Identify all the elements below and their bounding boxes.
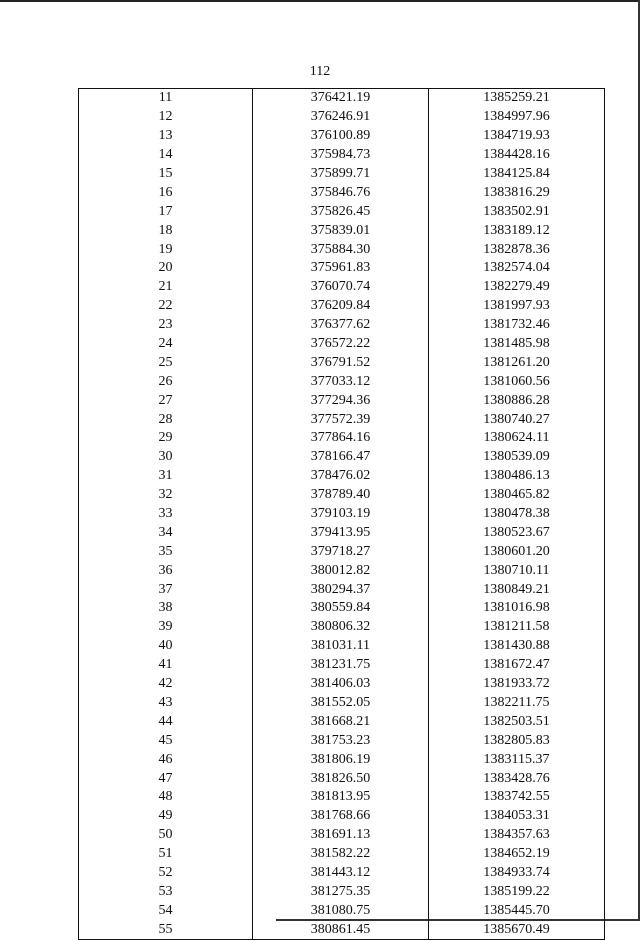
point-number-cell: 12 bbox=[79, 108, 253, 127]
y-coordinate-cell: 1380740.27 bbox=[429, 410, 605, 429]
y-coordinate-cell: 1381016.98 bbox=[429, 599, 605, 618]
table-row bbox=[79, 788, 605, 807]
y-coordinate-cell: 1383189.12 bbox=[429, 221, 605, 240]
y-coordinate-cell: 1383816.29 bbox=[429, 183, 605, 202]
point-number-cell: 55 bbox=[79, 920, 253, 939]
x-coordinate-cell: 379718.27 bbox=[253, 542, 429, 561]
x-coordinate-cell: 381582.22 bbox=[253, 845, 429, 864]
y-coordinate-cell: 1380465.82 bbox=[429, 486, 605, 505]
y-coordinate-cell: 1383115.37 bbox=[429, 750, 605, 769]
point-number-cell: 17 bbox=[79, 202, 253, 221]
point-number-cell: 14 bbox=[79, 146, 253, 165]
point-number-cell: 22 bbox=[79, 297, 253, 316]
point-number-cell: 11 bbox=[79, 89, 253, 108]
y-coordinate-cell: 1381485.98 bbox=[429, 335, 605, 354]
point-number-cell: 33 bbox=[79, 505, 253, 524]
table-row bbox=[79, 712, 605, 731]
x-coordinate-cell: 376209.84 bbox=[253, 297, 429, 316]
point-number-cell: 23 bbox=[79, 316, 253, 335]
y-coordinate-cell: 1382211.75 bbox=[429, 694, 605, 713]
x-coordinate-cell: 377294.36 bbox=[253, 391, 429, 410]
table-row bbox=[79, 882, 605, 901]
table-row bbox=[79, 353, 605, 372]
y-coordinate-cell: 1381211.58 bbox=[429, 618, 605, 637]
x-coordinate-cell: 381031.11 bbox=[253, 637, 429, 656]
coordinate-table bbox=[78, 88, 605, 940]
y-coordinate-cell: 1380886.28 bbox=[429, 391, 605, 410]
point-number-cell: 49 bbox=[79, 807, 253, 826]
scan-edge-top bbox=[0, 0, 640, 2]
x-coordinate-cell: 381080.75 bbox=[253, 901, 429, 920]
point-number-cell: 46 bbox=[79, 750, 253, 769]
point-number-cell: 50 bbox=[79, 826, 253, 845]
x-coordinate-cell: 381275.35 bbox=[253, 882, 429, 901]
point-number-cell: 28 bbox=[79, 410, 253, 429]
table-row bbox=[79, 920, 605, 939]
table-row bbox=[79, 769, 605, 788]
table-row bbox=[79, 486, 605, 505]
table-row bbox=[79, 278, 605, 297]
y-coordinate-cell: 1383742.55 bbox=[429, 788, 605, 807]
table-row bbox=[79, 89, 605, 108]
x-coordinate-cell: 375826.45 bbox=[253, 202, 429, 221]
y-coordinate-cell: 1381933.72 bbox=[429, 675, 605, 694]
y-coordinate-cell: 1383502.91 bbox=[429, 202, 605, 221]
y-coordinate-cell: 1380710.11 bbox=[429, 561, 605, 580]
table-row bbox=[79, 864, 605, 883]
point-number-cell: 43 bbox=[79, 694, 253, 713]
y-coordinate-cell: 1385199.22 bbox=[429, 882, 605, 901]
y-coordinate-cell: 1381430.88 bbox=[429, 637, 605, 656]
table-row bbox=[79, 165, 605, 184]
y-coordinate-cell: 1381997.93 bbox=[429, 297, 605, 316]
table-row bbox=[79, 561, 605, 580]
table-row bbox=[79, 316, 605, 335]
table-row bbox=[79, 108, 605, 127]
table-row bbox=[79, 448, 605, 467]
x-coordinate-cell: 380012.82 bbox=[253, 561, 429, 580]
point-number-cell: 48 bbox=[79, 788, 253, 807]
table-row bbox=[79, 202, 605, 221]
y-coordinate-cell: 1384428.16 bbox=[429, 146, 605, 165]
table-row bbox=[79, 221, 605, 240]
point-number-cell: 13 bbox=[79, 127, 253, 146]
point-number-cell: 24 bbox=[79, 335, 253, 354]
point-number-cell: 37 bbox=[79, 580, 253, 599]
table-row bbox=[79, 467, 605, 486]
table-row bbox=[79, 580, 605, 599]
y-coordinate-cell: 1380849.21 bbox=[429, 580, 605, 599]
point-number-cell: 18 bbox=[79, 221, 253, 240]
y-coordinate-cell: 1384053.31 bbox=[429, 807, 605, 826]
table-row bbox=[79, 523, 605, 542]
x-coordinate-cell: 381826.50 bbox=[253, 769, 429, 788]
point-number-cell: 52 bbox=[79, 864, 253, 883]
table-row bbox=[79, 127, 605, 146]
table-row bbox=[79, 656, 605, 675]
table-row bbox=[79, 826, 605, 845]
y-coordinate-cell: 1384719.93 bbox=[429, 127, 605, 146]
y-coordinate-cell: 1384652.19 bbox=[429, 845, 605, 864]
table-row bbox=[79, 259, 605, 278]
x-coordinate-cell: 381813.95 bbox=[253, 788, 429, 807]
point-number-cell: 32 bbox=[79, 486, 253, 505]
x-coordinate-cell: 381443.12 bbox=[253, 864, 429, 883]
point-number-cell: 38 bbox=[79, 599, 253, 618]
x-coordinate-cell: 377033.12 bbox=[253, 372, 429, 391]
table-row bbox=[79, 807, 605, 826]
y-coordinate-cell: 1384997.96 bbox=[429, 108, 605, 127]
point-number-cell: 21 bbox=[79, 278, 253, 297]
x-coordinate-cell: 381231.75 bbox=[253, 656, 429, 675]
point-number-cell: 25 bbox=[79, 353, 253, 372]
y-coordinate-cell: 1380601.20 bbox=[429, 542, 605, 561]
point-number-cell: 19 bbox=[79, 240, 253, 259]
point-number-cell: 39 bbox=[79, 618, 253, 637]
x-coordinate-cell: 378476.02 bbox=[253, 467, 429, 486]
point-number-cell: 27 bbox=[79, 391, 253, 410]
y-coordinate-cell: 1380478.38 bbox=[429, 505, 605, 524]
x-coordinate-cell: 375961.83 bbox=[253, 259, 429, 278]
x-coordinate-cell: 376791.52 bbox=[253, 353, 429, 372]
x-coordinate-cell: 380861.45 bbox=[253, 920, 429, 939]
point-number-cell: 41 bbox=[79, 656, 253, 675]
y-coordinate-cell: 1380486.13 bbox=[429, 467, 605, 486]
y-coordinate-cell: 1385259.21 bbox=[429, 89, 605, 108]
point-number-cell: 34 bbox=[79, 523, 253, 542]
x-coordinate-cell: 381768.66 bbox=[253, 807, 429, 826]
x-coordinate-cell: 377864.16 bbox=[253, 429, 429, 448]
x-coordinate-cell: 381406.03 bbox=[253, 675, 429, 694]
table-row bbox=[79, 750, 605, 769]
x-coordinate-cell: 375899.71 bbox=[253, 165, 429, 184]
x-coordinate-cell: 377572.39 bbox=[253, 410, 429, 429]
x-coordinate-cell: 381668.21 bbox=[253, 712, 429, 731]
x-coordinate-cell: 380806.32 bbox=[253, 618, 429, 637]
point-number-cell: 53 bbox=[79, 882, 253, 901]
table-row bbox=[79, 542, 605, 561]
y-coordinate-cell: 1380624.11 bbox=[429, 429, 605, 448]
point-number-cell: 35 bbox=[79, 542, 253, 561]
coordinate-table-body bbox=[79, 89, 605, 940]
y-coordinate-cell: 1381060.56 bbox=[429, 372, 605, 391]
x-coordinate-cell: 381806.19 bbox=[253, 750, 429, 769]
table-row bbox=[79, 410, 605, 429]
table-row bbox=[79, 297, 605, 316]
x-coordinate-cell: 379413.95 bbox=[253, 523, 429, 542]
table-row bbox=[79, 372, 605, 391]
table-row bbox=[79, 183, 605, 202]
point-number-cell: 30 bbox=[79, 448, 253, 467]
x-coordinate-cell: 375839.01 bbox=[253, 221, 429, 240]
point-number-cell: 40 bbox=[79, 637, 253, 656]
point-number-cell: 20 bbox=[79, 259, 253, 278]
y-coordinate-cell: 1382503.51 bbox=[429, 712, 605, 731]
table-row bbox=[79, 240, 605, 259]
x-coordinate-cell: 376572.22 bbox=[253, 335, 429, 354]
point-number-cell: 54 bbox=[79, 901, 253, 920]
y-coordinate-cell: 1381261.20 bbox=[429, 353, 605, 372]
point-number-cell: 42 bbox=[79, 675, 253, 694]
point-number-cell: 51 bbox=[79, 845, 253, 864]
y-coordinate-cell: 1380523.67 bbox=[429, 523, 605, 542]
y-coordinate-cell: 1382574.04 bbox=[429, 259, 605, 278]
table-row bbox=[79, 391, 605, 410]
x-coordinate-cell: 376100.89 bbox=[253, 127, 429, 146]
point-number-cell: 44 bbox=[79, 712, 253, 731]
table-row bbox=[79, 429, 605, 448]
x-coordinate-cell: 376377.62 bbox=[253, 316, 429, 335]
y-coordinate-cell: 1381732.46 bbox=[429, 316, 605, 335]
y-coordinate-cell: 1381672.47 bbox=[429, 656, 605, 675]
point-number-cell: 15 bbox=[79, 165, 253, 184]
x-coordinate-cell: 376070.74 bbox=[253, 278, 429, 297]
table-row bbox=[79, 901, 605, 920]
y-coordinate-cell: 1384933.74 bbox=[429, 864, 605, 883]
table-row bbox=[79, 335, 605, 354]
y-coordinate-cell: 1385670.49 bbox=[429, 920, 605, 939]
x-coordinate-cell: 380559.84 bbox=[253, 599, 429, 618]
table-row bbox=[79, 146, 605, 165]
table-row bbox=[79, 599, 605, 618]
x-coordinate-cell: 381552.05 bbox=[253, 694, 429, 713]
x-coordinate-cell: 375884.30 bbox=[253, 240, 429, 259]
x-coordinate-cell: 378789.40 bbox=[253, 486, 429, 505]
x-coordinate-cell: 381691.13 bbox=[253, 826, 429, 845]
x-coordinate-cell: 380294.37 bbox=[253, 580, 429, 599]
x-coordinate-cell: 381753.23 bbox=[253, 731, 429, 750]
point-number-cell: 16 bbox=[79, 183, 253, 202]
table-row bbox=[79, 505, 605, 524]
y-coordinate-cell: 1384125.84 bbox=[429, 165, 605, 184]
x-coordinate-cell: 378166.47 bbox=[253, 448, 429, 467]
x-coordinate-cell: 375984.73 bbox=[253, 146, 429, 165]
y-coordinate-cell: 1385445.70 bbox=[429, 901, 605, 920]
page-number: 112 bbox=[309, 64, 331, 79]
y-coordinate-cell: 1380539.09 bbox=[429, 448, 605, 467]
x-coordinate-cell: 379103.19 bbox=[253, 505, 429, 524]
table-row bbox=[79, 694, 605, 713]
table-row bbox=[79, 637, 605, 656]
y-coordinate-cell: 1383428.76 bbox=[429, 769, 605, 788]
point-number-cell: 47 bbox=[79, 769, 253, 788]
table-row bbox=[79, 618, 605, 637]
point-number-cell: 36 bbox=[79, 561, 253, 580]
x-coordinate-cell: 376421.19 bbox=[253, 89, 429, 108]
x-coordinate-cell: 376246.91 bbox=[253, 108, 429, 127]
point-number-cell: 31 bbox=[79, 467, 253, 486]
table-row bbox=[79, 675, 605, 694]
y-coordinate-cell: 1384357.63 bbox=[429, 826, 605, 845]
y-coordinate-cell: 1382279.49 bbox=[429, 278, 605, 297]
y-coordinate-cell: 1382878.36 bbox=[429, 240, 605, 259]
point-number-cell: 26 bbox=[79, 372, 253, 391]
y-coordinate-cell: 1382805.83 bbox=[429, 731, 605, 750]
table-row bbox=[79, 731, 605, 750]
x-coordinate-cell: 375846.76 bbox=[253, 183, 429, 202]
table-row bbox=[79, 845, 605, 864]
point-number-cell: 29 bbox=[79, 429, 253, 448]
point-number-cell: 45 bbox=[79, 731, 253, 750]
